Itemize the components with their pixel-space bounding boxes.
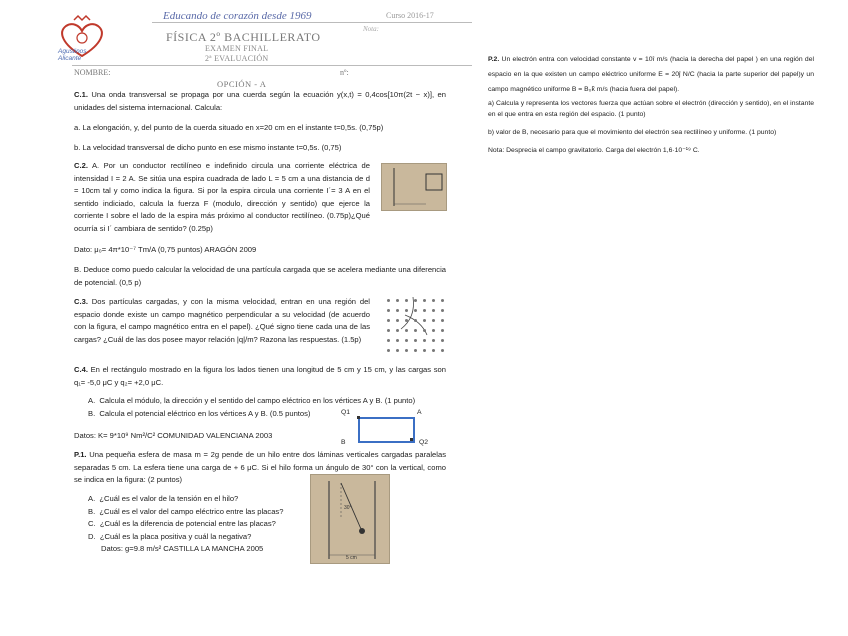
- field-dot: [432, 319, 435, 322]
- p1-item-c: C. ¿Cuál es la diferencia de potencial entre las placas?: [88, 519, 276, 529]
- p1-d-text: ¿Cuál es la placa positiva y cuál la negativa?: [99, 531, 252, 541]
- pendulum-figure: [310, 474, 390, 564]
- label-q1: Q1: [341, 409, 351, 416]
- c2-id: C.2.: [74, 161, 88, 170]
- label-b: B: [341, 439, 346, 446]
- vertex-q1-dot: [357, 416, 360, 419]
- question-p1: [74, 449, 446, 487]
- option-title: OPCIÓN - A: [217, 79, 267, 89]
- field-dot: [396, 339, 399, 342]
- c1-id: C.1.: [74, 90, 88, 99]
- field-dot: [441, 329, 444, 332]
- label-q2: Q2: [419, 439, 429, 446]
- p1-item-a: A. ¿Cuál es el valor de la tensión en el hilo?: [88, 494, 239, 503]
- field-dot: [432, 329, 435, 332]
- p2-part-a: a) Calcula y representa los vectores fuerza que actúan sobre el electrón (dirección y sentido), en el instante en el que entra en esta región del espacio. (1 punto): [488, 100, 814, 118]
- field-dot: [405, 309, 408, 312]
- field-dot: [423, 309, 426, 312]
- p1-item-b: B. ¿Cuál es el valor del campo eléctrico entre las placas?: [88, 506, 284, 516]
- field-dot: [396, 299, 399, 302]
- field-dot: [405, 349, 408, 352]
- field-dot: [414, 299, 417, 302]
- p1-id: P.1.: [74, 450, 87, 459]
- field-dot: [414, 309, 417, 312]
- c1-part-a: a. La elongación, y, del punto de la cuerda situado en x=20 cm en el instante t=0,5s. (0,75p): [74, 123, 384, 132]
- question-c3: [74, 296, 370, 346]
- p1-dato: Datos: g=9.8 m/s² CASTILLA LA MANCHA 2005: [101, 544, 264, 554]
- field-dot: [432, 299, 435, 302]
- c2-text: A. Por un conductor rectilíneo e indefinido circula una corriente eléctrica de intensidad I = 2 A. Se sitúa una espira cuadrada de lado L = 5 cm a una distancia de d = 10cm tal y como indica la figura. Si por la espira circula una corriente I´= 3 A en el sentido indiciado, calcula la fuerza F (modulo, dirección y sentido) que ejerce la corriente I sobre el lado de la espira más próximo al conductor rectilíneo. (0.75p)¿Qué ocurría si I´ cambiara de sentido? (0.25p): [74, 161, 370, 233]
- p2-text: Un electrón entra con velocidad constante v = 10î m/s (hacia la derecha del papel ) en una región del espacio en la que existen un campo eléctrico uniforme E = 20ĵ N/C (hacia la parte superior del papel)y un campo magnético uniforme B = B₀k̂ m/s (hacia fuera del papel).: [488, 56, 815, 93]
- p1-item-d: D. ¿Cuál es la placa positiva y cuál la negativa?: [88, 531, 252, 541]
- c3-id: C.3.: [74, 297, 88, 306]
- field-dot: [387, 339, 390, 342]
- numero-label: nº:: [340, 68, 349, 77]
- p2-part-b: b) valor de B, necesario para que el movimiento del electrón sea rectilíneo y uniforme. (1 punto): [488, 129, 777, 136]
- magnetic-field-figure: [383, 295, 447, 355]
- p1-a-text: ¿Cuál es el valor de la tensión en el hilo?: [99, 494, 239, 503]
- nota-label: Nota:: [363, 25, 379, 33]
- p1-text: Una pequeña esfera de masa m = 2g pende de un hilo entre dos láminas verticales cargadas paralelas separadas 5 cm. La esfera tiene una carga de + 6 μC. Si el hilo forma un ángulo de 30° con la vertical, como se indica en la figura: (2 puntos): [74, 450, 446, 485]
- field-dot: [414, 319, 417, 322]
- school-slogan: Educando de corazón desde 1969: [163, 10, 312, 22]
- c4-part-b: [88, 408, 338, 421]
- question-p2: [488, 52, 814, 97]
- field-dot: [396, 329, 399, 332]
- school-logo: [52, 14, 112, 64]
- field-dot: [396, 319, 399, 322]
- vertex-q2-dot: [410, 438, 413, 441]
- c1-text: Una onda transversal se propaga por una cuerda según la ecuación y(x,t) = 0,4cos[10π(2t − x)], en unidades del sistema internacional. Calcula:: [74, 90, 446, 112]
- nombre-label: NOMBRE:: [74, 68, 111, 77]
- field-dot: [405, 339, 408, 342]
- field-dot: [387, 319, 390, 322]
- pendulum-distance-label: 5 cm: [346, 555, 357, 561]
- field-dot: [396, 349, 399, 352]
- field-dot: [423, 299, 426, 302]
- field-dot: [387, 349, 390, 352]
- field-dot: [432, 339, 435, 342]
- evaluation-title: 2ª EVALUACIÓN: [205, 54, 269, 63]
- field-dot: [423, 349, 426, 352]
- subject-title: FÍSICA 2º BACHILLERATO: [166, 30, 321, 44]
- question-c1: [74, 89, 446, 114]
- field-dot: [441, 349, 444, 352]
- c4-text: En el rectángulo mostrado en la figura los lados tienen una longitud de 5 cm y 15 cm, y las cargas son q₁= -5,0 μC y q₂= +2,0 μC.: [74, 365, 446, 387]
- field-dot: [405, 299, 408, 302]
- field-dot: [387, 329, 390, 332]
- c4-b-marker: B.: [88, 409, 100, 418]
- c4-part-a: [88, 395, 448, 408]
- p1-c-text: ¿Cuál es la diferencia de potencial entre las placas?: [99, 519, 276, 529]
- field-dot: [441, 339, 444, 342]
- course-label: Curso 2016-17: [386, 11, 434, 20]
- field-dot: [414, 349, 417, 352]
- field-dot: [441, 299, 444, 302]
- field-dot: [441, 309, 444, 312]
- field-dot: [387, 299, 390, 302]
- p1-list: [88, 493, 308, 556]
- exam-title: EXAMEN FINAL: [205, 44, 269, 53]
- field-dot: [441, 319, 444, 322]
- c2-dato: Dato: μ₀= 4π*10⁻⁷ Tm/A (0,75 puntos) ARAGÓN 2009: [74, 245, 257, 254]
- field-dot: [423, 339, 426, 342]
- c4-dato: Datos: K= 9*10⁹ Nm²/C² COMUNIDAD VALENCIANA 2003: [74, 431, 273, 440]
- field-dot: [423, 319, 426, 322]
- question-c2: [74, 160, 370, 236]
- header-line: [152, 22, 472, 23]
- logo-text: Agustinos Alicante: [58, 48, 87, 62]
- c4-id: C.4.: [74, 365, 88, 374]
- field-dot: [414, 329, 417, 332]
- p1-b-text: ¿Cuál es el valor del campo eléctrico entre las placas?: [99, 506, 284, 516]
- conductor-figure: [381, 163, 447, 211]
- c4-a-marker: A.: [88, 396, 100, 405]
- field-dot: [414, 339, 417, 342]
- field-dot: [423, 329, 426, 332]
- c2-part-b: B. Deduce como puedo calcular la velocidad de una partícula cargada que se acelera mediante una diferencia de potencial. (0,5 p): [74, 265, 446, 287]
- c1-part-b: b. La velocidad transversal de dicho punto en ese mismo instante t=0,5s. (0,75): [74, 143, 342, 152]
- question-c4: [74, 364, 446, 389]
- charge-rectangle: [358, 417, 415, 443]
- rectangle-figure: [338, 409, 438, 449]
- c3-text: Dos partículas cargadas, y con la misma velocidad, entran en una región del espacio donde existe un campo magnético perpendicular a su velocidad (de acuerdo con la figura, el campo magnético entra en el papel). ¿Qué signo tiene cada una de las cargas? ¿Cuál de las dos posee mayor relación |q|/m? Razona las respuestas. (1.5p): [74, 297, 370, 344]
- field-dot: [405, 329, 408, 332]
- label-a: A: [417, 409, 422, 416]
- field-dot: [432, 309, 435, 312]
- field-dot: [405, 319, 408, 322]
- field-dot: [387, 309, 390, 312]
- c4-a-text: Calcula el módulo, la dirección y el sentido del campo eléctrico en los vértices A y B. (1 punto): [99, 396, 416, 405]
- pendulum-angle-label: 30°: [344, 505, 352, 511]
- header-bottom-line: [72, 65, 472, 66]
- field-dot: [396, 309, 399, 312]
- p2-id: P.2.: [488, 56, 500, 63]
- p2-note: Nota: Desprecia el campo gravitatorio. Carga del electrón 1,6·10⁻¹⁹ C.: [488, 147, 700, 154]
- field-dot: [432, 349, 435, 352]
- c4-b-text: Calcula el potencial eléctrico en los vértices A y B. (0.5 puntos): [99, 409, 311, 418]
